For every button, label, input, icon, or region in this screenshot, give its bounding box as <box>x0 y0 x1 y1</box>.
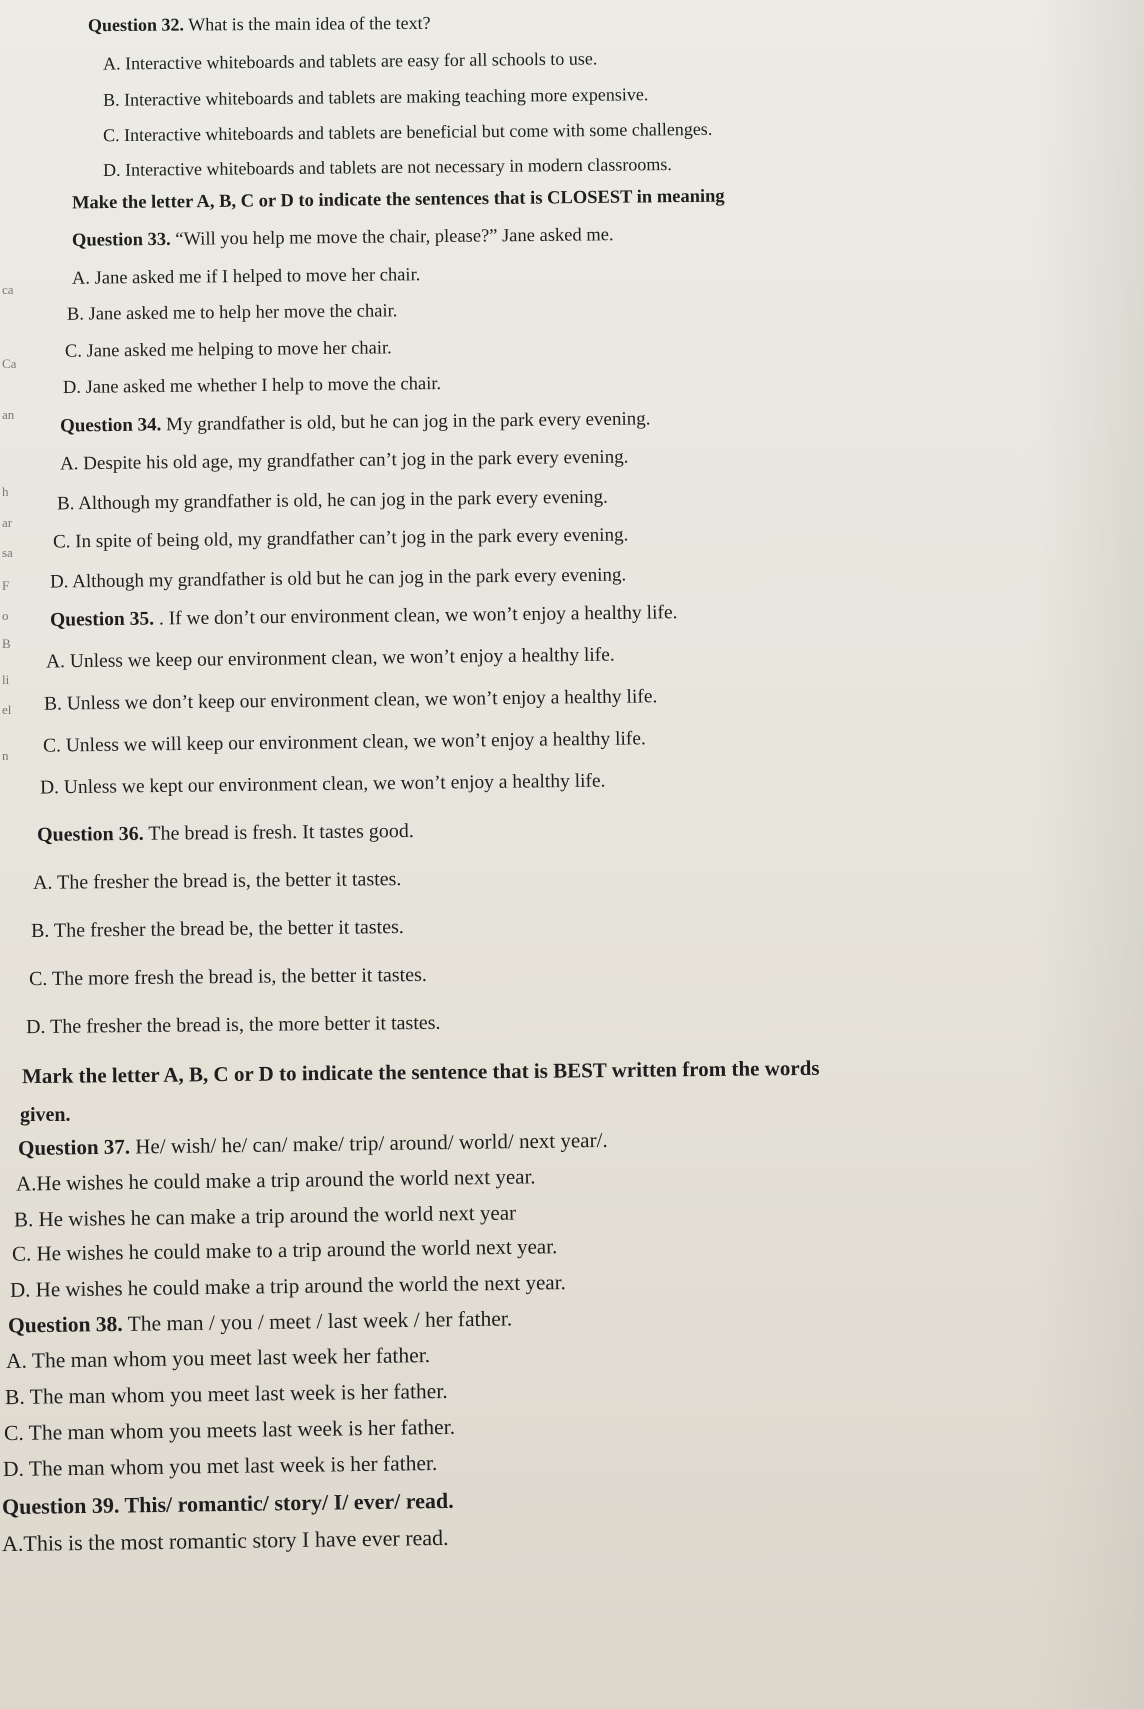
question-stem: The bread is fresh. It tastes good. <box>148 820 414 845</box>
question-label: Question 39. <box>1 1492 120 1520</box>
margin-mark: F <box>2 578 10 593</box>
option-c: C. Jane asked me helping to move her chair. <box>64 338 392 362</box>
option-d: D. The fresher the bread is, the more better it tastes. <box>25 1011 441 1039</box>
margin-mark: ar <box>2 515 13 530</box>
margin-mark: h <box>2 484 9 499</box>
option-a: A. The fresher the bread is, the better it tastes. <box>32 868 402 894</box>
margin-mark: sa <box>2 545 13 560</box>
question-label: Question 32. <box>87 14 185 36</box>
question-32 <box>88 13 431 36</box>
question-label: Question 36. <box>36 822 144 846</box>
question-stem: My grandfather is old, but he can jog in the park every evening. <box>165 408 651 436</box>
option-a: A.This is the most romantic story I have ever read. <box>1 1524 449 1557</box>
margin-mark: an <box>2 407 15 422</box>
option-d: D. Although my grandfather is old but he can jog in the park every evening. <box>49 564 627 593</box>
option-d: D. He wishes he could make a trip around the world the next year. <box>9 1270 566 1302</box>
question-stem: “Will you help me move the chair, please?” Jane asked me. <box>175 225 614 250</box>
instruction-best-written-cont: given. <box>20 1104 71 1126</box>
option-a: A. The man whom you meet last week her father. <box>5 1343 431 1373</box>
question-stem: The man / you / meet / last week / her father. <box>127 1306 513 1336</box>
option-d: D. Jane asked me whether I help to move the chair. <box>62 374 442 398</box>
margin-mark: li <box>2 672 10 687</box>
margin-mark: n <box>2 748 9 763</box>
option-c: C. He wishes he could make to a trip around the world next year. <box>11 1234 558 1266</box>
margin-mark: Ca <box>2 356 17 371</box>
question-label: Question 35. <box>49 608 155 631</box>
option-a: A. Jane asked me if I helped to move her chair. <box>71 265 421 289</box>
question-stem: This/ romantic/ story/ I/ ever/ read. <box>124 1487 454 1518</box>
option-a: A. Unless we keep our environment clean, we won’t enjoy a healthy life. <box>45 644 615 673</box>
option-c: C. The more fresh the bread is, the better it tastes. <box>28 963 427 991</box>
option-a: A. Interactive whiteboards and tablets are easy for all schools to use. <box>102 48 598 74</box>
question-label: Question 38. <box>7 1311 123 1338</box>
option-b: B. He wishes he can make a trip around the world next year <box>13 1200 517 1232</box>
option-c: C. In spite of being old, my grandfather can’t jog in the park every evening. <box>52 524 629 553</box>
question-stem: He/ wish/ he/ can/ make/ trip/ around/ world/ next year/. <box>135 1127 608 1159</box>
option-b: B. The fresher the bread be, the better it tastes. <box>30 916 404 942</box>
option-d: D. Unless we kept our environment clean, we won’t enjoy a healthy life. <box>39 770 606 799</box>
option-b: B. The man whom you meet last week is her father. <box>4 1378 448 1410</box>
question-stem: What is the main idea of the text? <box>188 12 431 35</box>
question-stem: . If we don’t our environment clean, we won’t enjoy a healthy life. <box>158 602 678 630</box>
option-c: C. Unless we will keep our environment clean, we won’t enjoy a healthy life. <box>42 728 647 757</box>
option-d: D. The man whom you met last week is her father. <box>2 1450 438 1482</box>
margin-mark: o <box>2 608 9 623</box>
question-label: Question 33. <box>71 229 171 251</box>
option-b: B. Interactive whiteboards and tablets are making teaching more expensive. <box>102 84 649 110</box>
question-36 <box>37 820 414 847</box>
option-c: C. Interactive whiteboards and tablets are beneficial but come with some challenges. <box>102 118 713 146</box>
option-d: D. Interactive whiteboards and tablets are not necessary in modern classrooms. <box>102 154 672 180</box>
option-a: A. Despite his old age, my grandfather can’t jog in the park every evening. <box>59 446 629 475</box>
question-label: Question 34. <box>59 414 162 437</box>
instruction-closest-meaning: Make the letter A, B, C or D to indicate the sentences that is CLOSEST in meaning <box>71 186 725 214</box>
option-b: B. Although my grandfather is old, he can jog in the park every evening. <box>56 486 608 515</box>
option-b: B. Jane asked me to help her move the chair. <box>66 301 398 325</box>
margin-mark: ca <box>2 282 14 297</box>
page-bleed <box>1034 0 1144 1709</box>
option-b: B. Unless we don’t keep our environment clean, we won’t enjoy a healthy life. <box>43 686 658 715</box>
question-label: Question 37. <box>17 1134 131 1161</box>
instruction-best-written: Mark the letter A, B, C or D to indicate the sentence that is BEST written from the words <box>21 1055 820 1089</box>
option-a: A.He wishes he could make a trip around the world next year. <box>15 1164 536 1196</box>
margin-mark: el <box>2 702 12 717</box>
option-c: C. The man whom you meets last week is her father. <box>3 1414 456 1446</box>
margin-mark: B <box>2 636 11 651</box>
